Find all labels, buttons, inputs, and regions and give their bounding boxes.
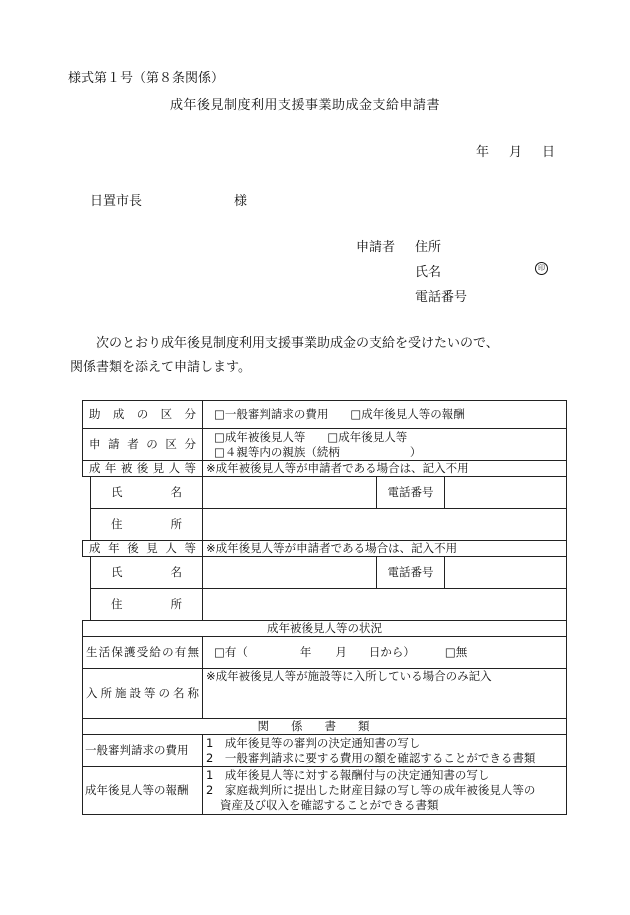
facility-field[interactable] bbox=[203, 669, 567, 719]
applicant-name-label: 氏名 bbox=[415, 265, 442, 280]
applicant-type-options bbox=[203, 429, 567, 461]
guardian-phone-field[interactable] bbox=[445, 557, 567, 589]
addressee-honorific: 様 bbox=[234, 194, 248, 209]
body-paragraph bbox=[70, 332, 575, 380]
general-cost-row bbox=[83, 735, 567, 767]
welfare-from-label: 日から） bbox=[368, 645, 415, 659]
guardian-address-field[interactable] bbox=[203, 589, 567, 621]
general-cost-label: 一般審判請求の費用 bbox=[83, 735, 203, 767]
fee-label: 成年後見人等の報酬 bbox=[83, 767, 203, 815]
welfare-yes-option[interactable]: □有（ bbox=[214, 645, 248, 659]
date-line bbox=[476, 141, 555, 160]
ward-header-row bbox=[83, 461, 567, 477]
ward-phone-label: 電話番号 bbox=[377, 477, 445, 509]
subsidy-option-fee[interactable]: □成年後見人等の報酬 bbox=[350, 407, 465, 421]
guardian-name-row bbox=[83, 557, 567, 589]
subsidy-row bbox=[83, 401, 567, 429]
general-cost-docs bbox=[203, 735, 567, 767]
applicant-type-relative[interactable]: □４親等内の親族（続柄 bbox=[214, 444, 340, 459]
page-title: 成年後見制度利用支援事業助成金支給申請書 bbox=[170, 98, 441, 113]
addressee bbox=[90, 190, 247, 209]
welfare-no-option[interactable]: □無 bbox=[444, 645, 468, 659]
general-cost-doc-1: 1 成年後見等の審判の決定通知書の写し bbox=[206, 735, 421, 750]
ward-address-label: 住所 bbox=[91, 509, 203, 541]
date-day-label: 日 bbox=[542, 145, 556, 160]
subsidy-option-general[interactable]: □一般審判請求の費用 bbox=[214, 407, 329, 421]
body-line-1: 次のとおり成年後見制度利用支援事業助成金の支給を受けたいので、 bbox=[96, 336, 499, 351]
body-line-2: 関係書類を添えて申請します。 bbox=[70, 360, 251, 375]
date-year-label: 年 bbox=[476, 145, 490, 160]
welfare-label: 生活保護受給の有無 bbox=[83, 637, 203, 669]
applicant-type-guardian[interactable]: □成年後見人等 bbox=[327, 429, 408, 444]
date-month-label: 月 bbox=[509, 145, 523, 160]
fee-row bbox=[83, 767, 567, 815]
status-header-row bbox=[83, 621, 567, 637]
guardian-address-label: 住所 bbox=[91, 589, 203, 621]
fee-doc-1: 1 成年後見人等に対する報酬付与の決定通知書の写し bbox=[206, 768, 490, 782]
addressee-name: 日置市長 bbox=[90, 194, 143, 209]
form-number: 様式第１号（第８条関係） bbox=[68, 71, 225, 86]
facility-note: ※成年被後見人等が施設等に入所している場合のみ記入 bbox=[206, 669, 492, 683]
seal-mark: 印 bbox=[535, 262, 548, 275]
subsidy-options bbox=[203, 401, 567, 429]
welfare-options bbox=[203, 637, 567, 669]
welfare-month-label: 月 bbox=[335, 645, 347, 659]
fee-doc-2a: 2 家庭裁判所に提出した財産目録の写し等の成年被後見人等の bbox=[206, 783, 536, 797]
guardian-header-row bbox=[83, 541, 567, 557]
applicant-address-label: 住所 bbox=[415, 240, 442, 255]
applicant-type-ward[interactable]: □成年被後見人等 bbox=[214, 429, 306, 444]
subsidy-label: 助成の区分 bbox=[83, 401, 203, 429]
applicant-type-row bbox=[83, 429, 567, 461]
guardian-address-row bbox=[83, 589, 567, 621]
fee-docs bbox=[203, 767, 567, 815]
guardian-name-label: 氏名 bbox=[91, 557, 203, 589]
application-table bbox=[82, 400, 567, 815]
ward-name-row bbox=[83, 477, 567, 509]
applicant-type-label: 申請者の区分 bbox=[83, 429, 203, 461]
guardian-name-field[interactable] bbox=[203, 557, 377, 589]
guardian-phone-label: 電話番号 bbox=[377, 557, 445, 589]
facility-row bbox=[83, 669, 567, 719]
ward-name-label: 氏名 bbox=[91, 477, 203, 509]
ward-name-field[interactable] bbox=[203, 477, 377, 509]
applicant-label: 申請者 bbox=[356, 240, 396, 255]
docs-header: 関係書類 bbox=[83, 719, 567, 735]
docs-header-row bbox=[83, 719, 567, 735]
status-header: 成年被後見人等の状況 bbox=[83, 621, 567, 637]
ward-address-field[interactable] bbox=[203, 509, 567, 541]
general-cost-doc-2: 2 一般審判請求に要する費用の額を確認することができる書類 bbox=[206, 750, 536, 765]
ward-phone-field[interactable] bbox=[445, 477, 567, 509]
guardian-note: ※成年後見人等が申請者である場合は、記入不用 bbox=[203, 541, 567, 557]
ward-address-row bbox=[83, 509, 567, 541]
ward-note: ※成年被後見人等が申請者である場合は、記入不用 bbox=[203, 461, 567, 477]
ward-label: 成年被後見人等 bbox=[83, 461, 203, 477]
applicant-type-close: ） bbox=[409, 444, 422, 459]
welfare-year-label: 年 bbox=[299, 645, 312, 659]
guardian-label: 成年後見人等 bbox=[83, 541, 203, 557]
facility-label: 入所施設等の名称 bbox=[83, 669, 203, 719]
fee-doc-2b: 資産及び収入を確認することができる書類 bbox=[220, 798, 439, 812]
applicant-phone-label: 電話番号 bbox=[415, 290, 468, 305]
welfare-row bbox=[83, 637, 567, 669]
